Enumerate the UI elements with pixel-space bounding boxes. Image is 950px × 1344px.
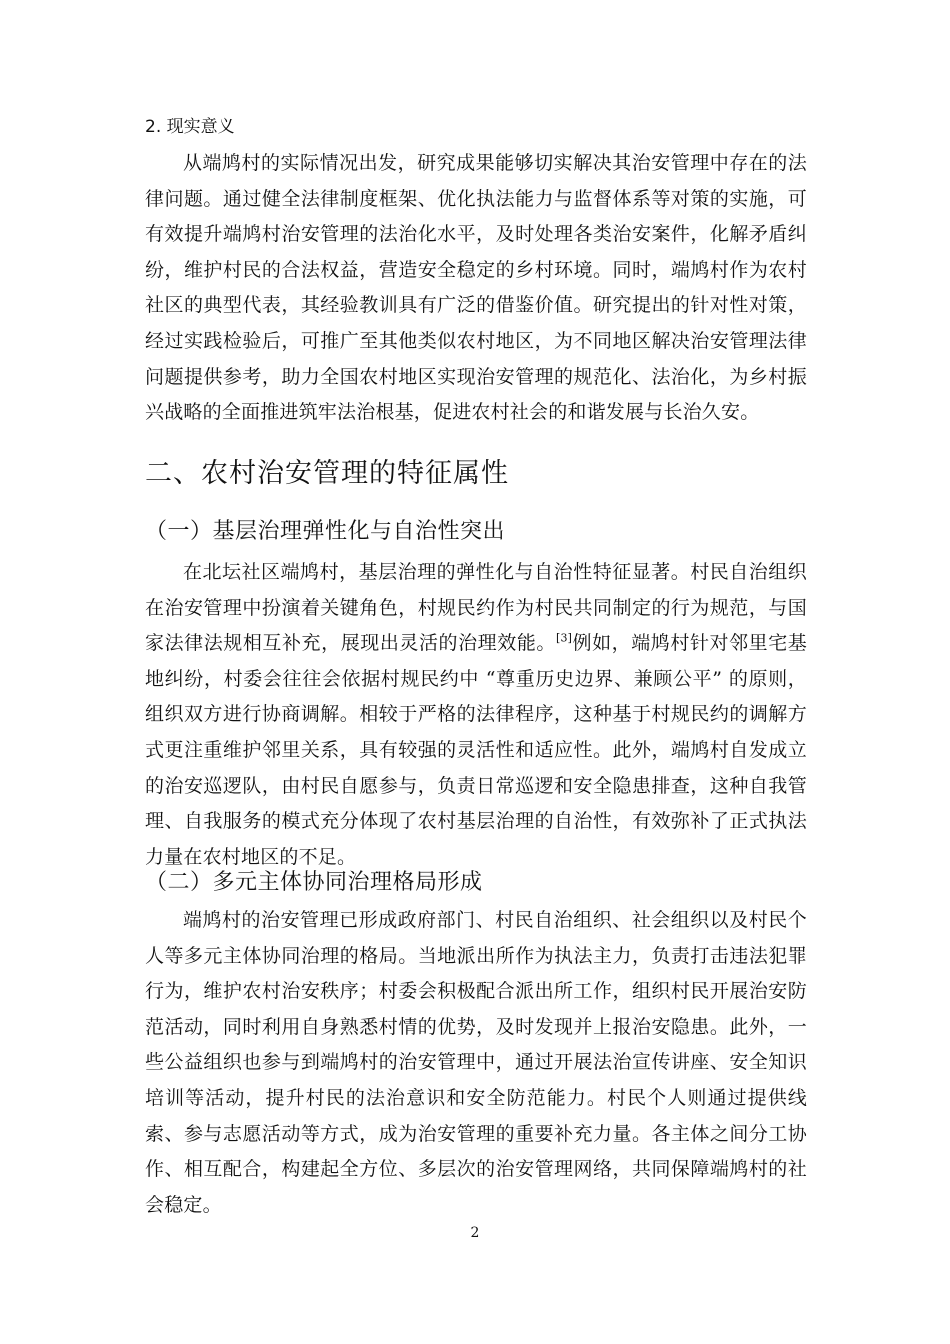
paragraph-practical-significance: 从端鸠村的实际情况出发，研究成果能够切实解决其治安管理中存在的法律问题。通过健全法律制度框架、优化执法能力与监督体系等对策的实施，可有效提升端鸠村治安管理的法治化水平，及时处理各类治安案件，化解矛盾纠纷，维护村民的合法权益，营造安全稳定的乡村环境。同时，端鸠村作为农村社区的典型代表，其经验教训具有广泛的借鉴价值。研究提出的针对性对策，经过实践检验后，可推广至其他类似农村地区，为不同地区解决治安管理法律问题提供参考，助力全国农村地区实现治安管理的规范化、法治化，为乡村振兴战略的全面推进筑牢法治根基，促进农村社会的和谐发展与长治久安。 bbox=[145, 152, 807, 424]
subheading-grassroots-governance: （一）基层治理弹性化与自治性突出 bbox=[145, 519, 506, 544]
page-number: 2 bbox=[470, 1225, 480, 1241]
citation-marker: [3] bbox=[555, 631, 573, 645]
section-heading: 二、农村治安管理的特征属性 bbox=[145, 458, 509, 489]
paragraph-text-part: 在北坛社区端鸠村，基层治理的弹性化与自治性特征显著。村民自治组织在治安管理中扮演着关键角色，村规民约作为村民共同制定的行为规范，与国家法律法规相互补充，展现出灵活的治理效能。 bbox=[145, 561, 807, 655]
subsection-title-practical-significance: 2. 现实意义 bbox=[145, 117, 235, 137]
paragraph-multi-actor-governance: 端鸠村的治安管理已形成政府部门、村民自治组织、社会组织以及村民个人等多元主体协同治理的格局。当地派出所作为执法主力，负责打击违法犯罪行为，维护农村治安秩序；村委会积极配合派出所工作，组织村民开展治安防范活动，同时利用自身熟悉村情的优势，及时发现并上报治安隐患。此外，一些公益组织也参与到端鸠村的治安管理中，通过开展法治宣传讲座、安全知识培训等活动，提升村民的法治意识和安全防范能力。村民个人则通过提供线索、参与志愿活动等方式，成为治安管理的重要补充力量。各主体之间分工协作、相互配合，构建起全方位、多层次的治安管理网络，共同保障端鸠村的社会稳定。 bbox=[145, 909, 807, 1216]
subheading-multi-actor-governance: （二）多元主体协同治理格局形成 bbox=[145, 870, 483, 895]
paragraph-grassroots-governance bbox=[145, 555, 807, 875]
paragraph-text-part: 例如，端鸠村针对邻里宅基地纠纷，村委会往往会依据村规民约中 “尊重历史边界、兼顾公平” 的原则，组织双方进行协商调解。相较于严格的法律程序，这种基于村规民约的调解方式更注重维护邻里关系，具有较强的灵活性和适应性。此外，端鸠村自发成立的治安巡逻队，由村民自愿参与，负责日常巡逻和安全隐患排查，这种自我管理、自我服务的模式充分体现了农村基层治理的自治性，有效弥补了正式执法力量在农村地区的不足。 bbox=[145, 632, 807, 868]
